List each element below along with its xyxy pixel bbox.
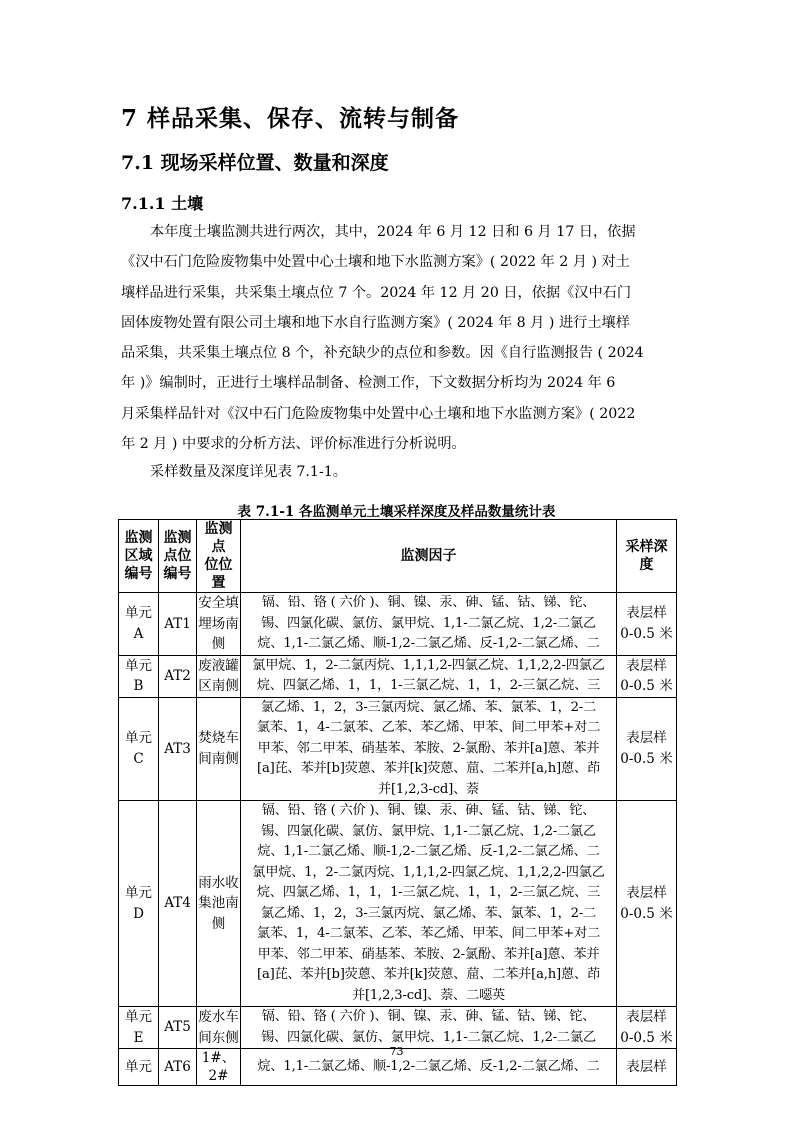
chapter-title: 7 样品采集、保存、流转与制备 — [121, 105, 460, 132]
paragraph-soil-monitoring — [121, 217, 674, 459]
sampling-table — [118, 519, 677, 1086]
cell-area: 单元 B — [119, 655, 159, 697]
cell-depth: 表层样 — [617, 1049, 677, 1086]
cell-area: 单元 A — [119, 593, 159, 656]
cell-point: AT6 — [159, 1049, 197, 1086]
cell-point: AT1 — [159, 593, 197, 656]
table-row — [119, 655, 677, 697]
paragraph-line: 品采集，共采集土壤点位 8 个，补充缺少的点位和参数。因《自行监测报告 ( 2024 — [121, 345, 644, 362]
cell-area: 单元 E — [119, 1007, 159, 1049]
paragraph-line: 本年度土壤监测共进行两次，其中，2024 年 6 月 12 日和 6 月 17 日，依据 — [150, 224, 636, 240]
cell-factors: 氯乙烯、1，2，3-三氯丙烷、氯乙烯、苯、氯苯、1，2-二 氯苯、1，4-二氯苯、乙苯、苯乙烯、甲苯、间二甲苯+对二 甲苯、邻二甲苯、硝基苯、苯胺、2-氯酚、苯并[a]蒽、苯并 [a]芘、苯并[b]荧蒽、苯并[k]荧蒽、䓛、二苯并[a,h]蒽、茚 并[1,2,3-cd]、萘 — [241, 697, 617, 801]
cell-factors: 镉、铅、铬 ( 六价 )、铜、镍、汞、砷、锰、钴、锑、铊、 锡、四氯化碳、氯仿、氯甲烷、1,1-二氯乙烷、1,2-二氯乙 烷、1,1-二氯乙烯、顺-1,2-二氯乙烯、反-1,2-二氯乙烯、二 氯甲烷、1，2-二氯丙烷、1,1,1,2-四氯乙烷、1,1,2,2-四氯乙 烷、四氯乙烯、1，1，1-三氯乙烷、1，1，2-三氯乙烷、三 氯乙烯、1，2，3-三氯丙烷、氯乙烯、苯、氯苯、1，2-二 氯苯、1，4-二氯苯、乙苯、苯乙烯、甲苯、间二甲苯+对二 甲苯、邻二甲苯、硝基苯、苯胺、2-氯酚、苯并[a]蒽、苯并 [a]芘、苯并[b]荧蒽、苯并[k]荧蒽、䓛、二苯并[a,h]蒽、茚 并[1,2,3-cd]、萘、二噁英 — [241, 801, 617, 1007]
table-header-row — [119, 520, 677, 593]
cell-factors: 烷、1,1-二氯乙烯、顺-1,2-二氯乙烯、反-1,2-二氯乙烯、二 — [241, 1049, 617, 1086]
cell-depth: 表层样 0-0.5 米 — [617, 1007, 677, 1049]
cell-factors: 氯甲烷、1，2-二氯丙烷、1,1,1,2-四氯乙烷、1,1,2,2-四氯乙 烷、四氯乙烯、1，1，1-三氯乙烷、1，1，2-三氯乙烷、三 — [241, 655, 617, 697]
cell-area: 单元 C — [119, 697, 159, 801]
cell-depth: 表层样 0-0.5 米 — [617, 697, 677, 801]
cell-location: 雨水收 集池南 侧 — [197, 801, 241, 1007]
cell-point: AT4 — [159, 801, 197, 1007]
header-location: 监测点 位位置 — [197, 520, 241, 593]
cell-area: 单元 — [119, 1049, 159, 1086]
cell-depth: 表层样 0-0.5 米 — [617, 801, 677, 1007]
paragraph-line: 固体废物处置有限公司土壤和地下水自行监测方案》( 2024 年 8 月 ) 进行土壤样 — [121, 314, 630, 331]
paragraph-line: 《汉中石门危险废物集中处置中心土壤和地下水监测方案》( 2022 年 2 月 ) 对土 — [121, 254, 630, 271]
header-depth: 采样深 度 — [617, 520, 677, 593]
cell-location: 安全填 埋场南 侧 — [197, 593, 241, 656]
cell-point: AT5 — [159, 1007, 197, 1049]
cell-location: 焚烧车 间南侧 — [197, 697, 241, 801]
cell-location: 废水车 间东侧 — [197, 1007, 241, 1049]
section-title: 7.1 现场采样位置、数量和深度 — [121, 152, 389, 174]
table-row — [119, 1007, 677, 1049]
header-point: 监测 点位 编号 — [159, 520, 197, 593]
table-row — [119, 593, 677, 656]
cell-location: 废液罐 区南侧 — [197, 655, 241, 697]
cell-point: AT2 — [159, 655, 197, 697]
subsection-title: 7.1.1 土壤 — [121, 194, 204, 213]
table-row — [119, 697, 677, 801]
page-number: 73 — [389, 1045, 404, 1058]
cell-depth: 表层样 0-0.5 米 — [617, 593, 677, 656]
cell-point: AT3 — [159, 697, 197, 801]
paragraph-table-reference: 采样数量及深度详见表 7.1-1。 — [150, 464, 347, 480]
cell-depth: 表层样 0-0.5 米 — [617, 655, 677, 697]
cell-factors: 镉、铅、铬 ( 六价 )、铜、镍、汞、砷、锰、钴、锑、铊、 锡、四氯化碳、氯仿、氯甲烷、1,1-二氯乙烷、1,2-二氯乙 — [241, 1007, 617, 1049]
cell-area: 单元 D — [119, 801, 159, 1007]
paragraph-line: 壤样品进行采集，共采集土壤点位 7 个。2024 年 12 月 20 日，依据《汉中石门 — [121, 284, 632, 301]
header-factors: 监测因子 — [241, 520, 617, 593]
cell-factors: 镉、铅、铬 ( 六价 )、铜、镍、汞、砷、锰、钴、锑、铊、 锡、四氯化碳、氯仿、氯甲烷、1,1-二氯乙烷、1,2-二氯乙 烷、1,1-二氯乙烯、顺-1,2-二氯乙烯、反-1,2-二氯乙烯、二 — [241, 593, 617, 656]
paragraph-line: 月采集样品针对《汉中石门危险废物集中处置中心土壤和地下水监测方案》( 2022 — [121, 405, 636, 422]
paragraph-line: 年 2 月 ) 中要求的分析方法、评价标准进行分析说明。 — [121, 436, 466, 453]
table-row — [119, 801, 677, 1007]
table-caption: 表 7.1-1 各监测单元土壤采样深度及样品数量统计表 — [237, 504, 556, 520]
paragraph-line: 年 )》编制时，正进行土壤样品制备、检测工作，下文数据分析均为 2024 年 6 — [121, 375, 616, 392]
header-area: 监测 区域 编号 — [119, 520, 159, 593]
cell-location: 1#、2# — [197, 1049, 241, 1086]
